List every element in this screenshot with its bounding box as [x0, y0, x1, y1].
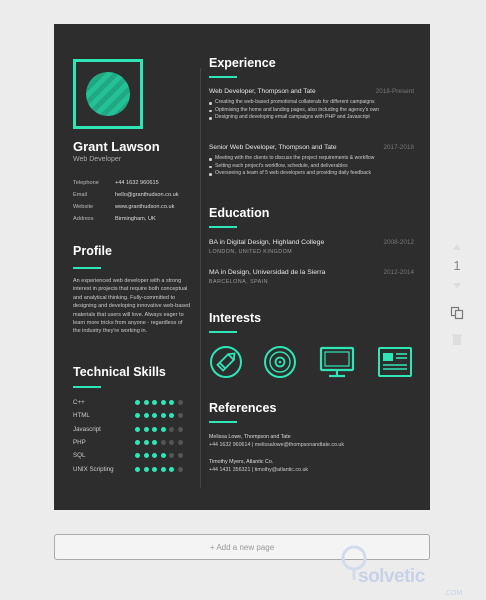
move-page-up-icon[interactable] [452, 243, 462, 251]
education-date: 2012-2014 [383, 269, 414, 276]
experience-heading-underline [209, 76, 237, 78]
skill-row [73, 449, 183, 462]
contact-list [73, 177, 179, 225]
skill-level-dot [135, 413, 140, 418]
reference-name: Melissa Lowe, Thompson and Tate [209, 434, 291, 440]
skill-level-dot [152, 440, 157, 445]
skill-level-dot [178, 427, 183, 432]
job-bullet: Designing and developing email campaigns with PHP and Javascript [209, 114, 414, 122]
skill-level-dot [178, 440, 183, 445]
skill-level-dot [144, 427, 149, 432]
skill-level-dot [169, 453, 174, 458]
reference-name: Timothy Myers, Atlantic Co. [209, 459, 274, 465]
skill-name: C++ [73, 399, 85, 407]
skill-row [73, 423, 183, 436]
job-title: Web Developer, Thompson and Tate [209, 88, 316, 95]
skill-level-dots [135, 453, 183, 458]
reference-entry [209, 459, 308, 474]
skill-level-dot [135, 453, 140, 458]
skill-level-dots [135, 413, 183, 418]
job-entry [209, 88, 414, 122]
column-divider [200, 68, 201, 488]
profile-heading: Profile [73, 244, 112, 258]
skill-level-dot [178, 467, 183, 472]
skill-level-dot [161, 413, 166, 418]
newspaper-icon [376, 345, 414, 379]
pencil-icon [209, 345, 243, 379]
skill-level-dot [135, 400, 140, 405]
skills-list [73, 396, 183, 476]
add-page-button[interactable]: + Add a new page [54, 534, 430, 560]
profile-photo [86, 72, 130, 116]
skill-level-dot [161, 467, 166, 472]
skill-level-dots [135, 440, 183, 445]
skills-heading: Technical Skills [73, 365, 166, 379]
contact-value: +44 1632 960615 [115, 180, 159, 186]
skill-level-dot [144, 440, 149, 445]
disc-icon [263, 345, 297, 379]
education-place: BARCELONA, SPAIN [209, 279, 269, 285]
contact-value: hello@granthudson.co.uk [115, 192, 179, 198]
watermark-suffix: .COM [444, 590, 463, 597]
skill-name: Javascript [73, 425, 101, 433]
education-heading-underline [209, 226, 237, 228]
contact-value: www.granthudson.co.uk [115, 204, 175, 210]
reference-entry [209, 434, 344, 449]
job-entry [209, 144, 414, 178]
skill-row [73, 436, 183, 449]
interests-heading-underline [209, 331, 237, 333]
job-bullet: Creating the web-based promotional collaterals for different campaigns [209, 99, 414, 107]
duplicate-page-icon[interactable] [450, 306, 464, 320]
job-date: 2018-Present [375, 88, 414, 95]
education-heading: Education [209, 206, 270, 220]
profile-text: An experienced web developer with a strong interest in projects that require both conceptual and analytical thinking. Fully-committed to designing and developing innovative web-based materials that users will love. Always eager to learn more tricks from anyone - regardless of the industry they're working in. [73, 278, 191, 335]
skills-heading-underline [73, 386, 101, 388]
resume-right-column [209, 24, 424, 510]
skill-level-dot [135, 467, 140, 472]
skill-name: HTML [73, 412, 90, 420]
education-degree: MA in Design, Universidad de la Sierra [209, 269, 326, 276]
references-heading: References [209, 401, 277, 415]
skill-level-dot [144, 413, 149, 418]
skill-level-dot [152, 427, 157, 432]
skill-level-dot [169, 400, 174, 405]
interests-heading: Interests [209, 311, 262, 325]
contact-row [73, 177, 179, 189]
job-bullet: Overseeing a team of 5 web developers and providing daily feedback [209, 170, 414, 178]
skill-level-dot [178, 453, 183, 458]
job-title: Senior Web Developer, Thompson and Tate [209, 144, 337, 151]
page-number: 1 [453, 258, 461, 273]
skill-level-dot [152, 467, 157, 472]
education-degree: BA in Digital Design, Highland College [209, 239, 325, 246]
skill-row [73, 409, 183, 422]
contact-label: Telephone [73, 180, 99, 186]
skill-level-dot [152, 453, 157, 458]
skill-name: UNIX Scripting [73, 465, 114, 473]
education-date: 2008-2012 [383, 239, 414, 246]
skill-level-dot [135, 427, 140, 432]
interests-icons [209, 345, 414, 379]
contact-label: Email [73, 192, 87, 198]
experience-heading: Experience [209, 56, 276, 70]
skill-level-dot [144, 467, 149, 472]
contact-row [73, 201, 179, 213]
skill-row [73, 462, 183, 475]
resume-role: Web Developer [73, 156, 122, 163]
monitor-icon [318, 345, 356, 379]
skill-level-dot [169, 413, 174, 418]
skill-row [73, 396, 183, 409]
skill-level-dot [161, 427, 166, 432]
delete-page-icon[interactable] [451, 333, 463, 346]
skill-level-dot [144, 400, 149, 405]
resume-page[interactable] [54, 24, 430, 510]
education-place: LONDON, UNITED KINGDOM [209, 249, 293, 255]
skill-name: SQL [73, 452, 86, 460]
resume-left-column [54, 24, 197, 510]
skill-level-dot [144, 453, 149, 458]
contact-row [73, 189, 179, 201]
education-entry [209, 269, 414, 285]
profile-photo-frame [73, 59, 143, 129]
resume-name: Grant Lawson [73, 139, 160, 154]
skill-level-dot [169, 427, 174, 432]
contact-label: Website [73, 204, 94, 210]
skill-name: PHP [73, 439, 86, 447]
skill-level-dot [178, 413, 183, 418]
job-date: 2017-2018 [383, 144, 414, 151]
move-page-down-icon[interactable] [452, 282, 462, 290]
skill-level-dot [169, 440, 174, 445]
contact-row [73, 213, 179, 225]
watermark-text: solvetic [358, 566, 425, 587]
skill-level-dot [169, 467, 174, 472]
education-entry [209, 239, 414, 255]
skill-level-dots [135, 427, 183, 432]
skill-level-dot [161, 440, 166, 445]
skill-level-dot [161, 453, 166, 458]
references-heading-underline [209, 421, 237, 423]
reference-contact: +44 1632 960614 | melissalowe@thompsonandtate.co.uk [209, 441, 344, 448]
contact-value: Birmingham, UK [115, 216, 156, 222]
job-bullet: Meeting with the clients to discuss the project requirements & workflow [209, 155, 414, 163]
job-bullet: Optimising the home and landing pages, also including the agency's own [209, 107, 414, 115]
contact-label: Address [73, 216, 94, 222]
skill-level-dot [135, 440, 140, 445]
skill-level-dots [135, 400, 183, 405]
skill-level-dot [161, 400, 166, 405]
profile-heading-underline [73, 267, 101, 269]
skill-level-dot [152, 400, 157, 405]
skill-level-dot [178, 400, 183, 405]
skill-level-dot [152, 413, 157, 418]
skill-level-dots [135, 467, 183, 472]
reference-contact: +44 1431 356321 | timothy@atlantic.co.uk [209, 466, 309, 473]
job-bullet: Setting each project's workflow, schedule, and deliverables [209, 163, 414, 171]
